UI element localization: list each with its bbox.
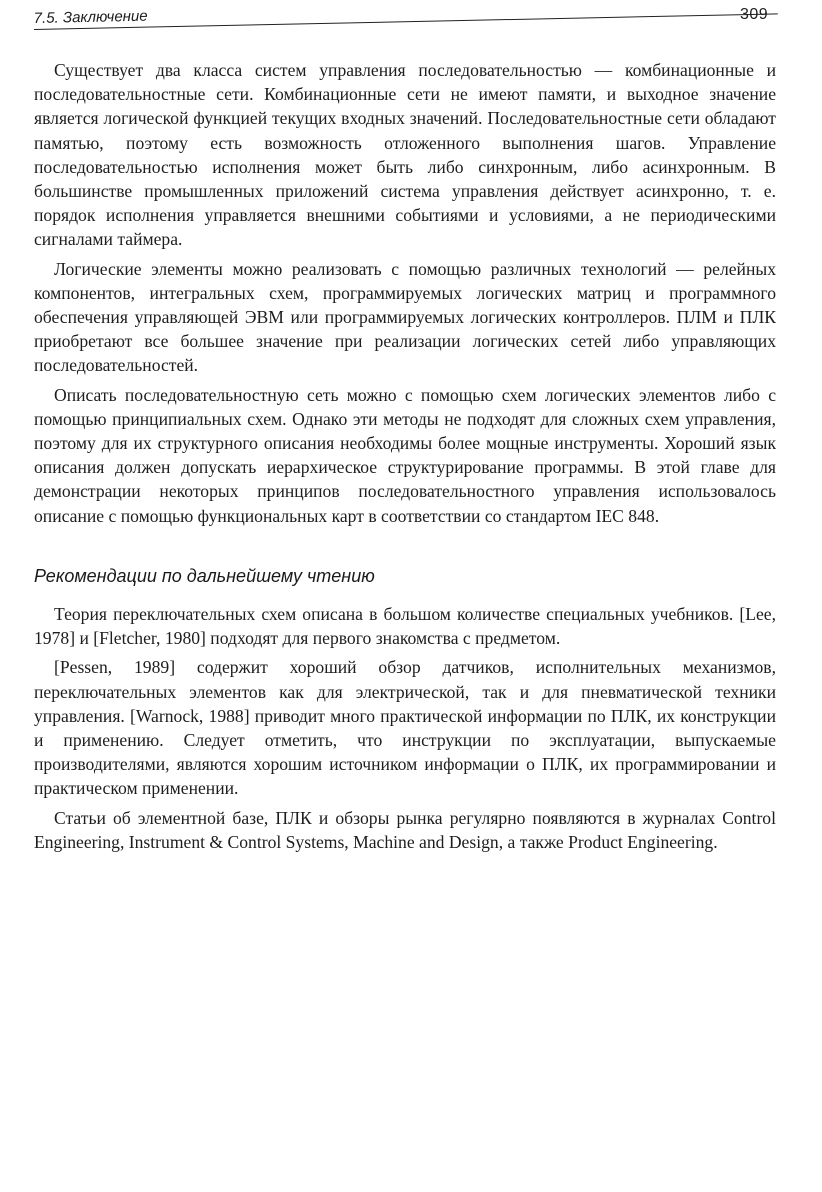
paragraph: Статьи об элементной базе, ПЛК и обзоры рынка регулярно появляются в журналах Control Engineering, Instrument & Control Systems, Machine and Design, а также Product Engineering. — [34, 807, 776, 852]
further-reading-heading: Рекомендации по дальнейшему чтению — [34, 566, 375, 586]
running-head — [33, 0, 777, 32]
paragraph: Существует два класса систем управления последовательностью — комбинационные и последовательностные сети. Комбинационные сети не имеют памяти, и выходное значение является логической функцией текущих входных значений. Последовательностные сети обладают памятью, поэтому есть возможность отложенного выполнения шагов. Управление последовательностью исполнения может быть либо синхронным, либо асинхронным. В большинстве промышленных приложений система управления действует асинхронно, т. е. порядок исполнения управляется внешними событиями и условиями, а не периодическими сигналами таймера. — [34, 60, 776, 250]
conclusion-text — [34, 58, 776, 528]
paragraph: Логические элементы можно реализовать с помощью различных технологий — релейных компонентов, интегральных схем, программируемых логических матриц и программного обеспечения управляющей ЭВМ или программируемых логических контроллеров. ПЛМ и ПЛК приобретают все большее значение при реализации логических сетей либо управляющих последовательностей. — [34, 258, 776, 376]
paragraph: Описать последовательностную сеть можно с помощью схем логических элементов либо с помощью принципиальных схем. Однако эти методы не подходят для сложных схем управления, поэтому для их структурного описания необходимы более мощные инструменты. Хороший язык описания должен допускать иерархическое структурирование программы. В этой главе для демонстрации некоторых принципов последовательностного управления использовалось описание с помощью функциональных карт в соответствии со стандартом IEC 848. — [34, 384, 776, 526]
paragraph: [Pessen, 1989] содержит хороший обзор датчиков, исполнительных механизмов, переключательных элементов как для электрической, так и для пневматической техники управления. [Warnock, 1988] приводит много практической информации по ПЛК, их конструкции и применению. Следует отметить, что инструкции по эксплуатации, выпускаемые производителями, являются хорошим источником информации о ПЛК, их программировании и практическом применении. — [34, 657, 776, 799]
paragraph: Теория переключательных схем описана в большом количестве специальных учебников. [Lee, 1978] и [Fletcher, 1980] подходят для первого знакомства с предметом. — [34, 604, 776, 649]
further-reading-text — [34, 602, 776, 854]
page-number: 309 — [740, 6, 769, 23]
section-title: 7.5. Заключение — [33, 7, 148, 28]
